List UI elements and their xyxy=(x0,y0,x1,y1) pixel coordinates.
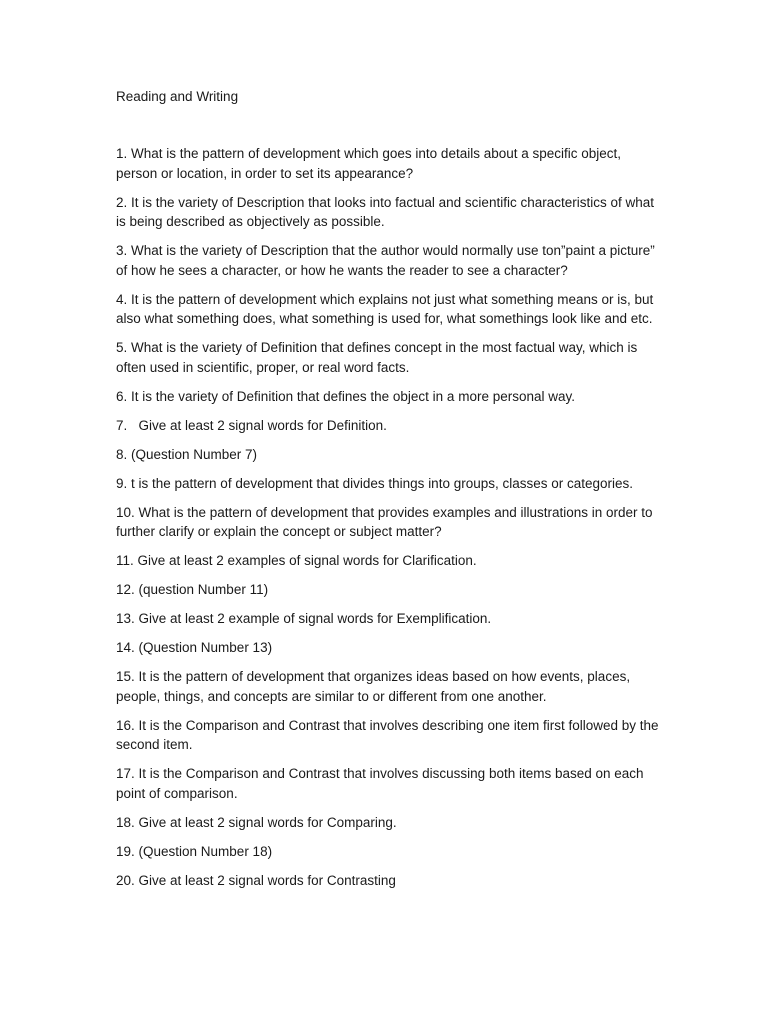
question-item: 18. Give at least 2 signal words for Comparing. xyxy=(116,814,397,830)
question-item: 8. (Question Number 7) xyxy=(116,446,258,462)
question-item: 4. It is the pattern of development which explains not just what something means or is, but also what something does, what something is used for, what somethings look like and etc. xyxy=(116,291,654,326)
question-item: 7. Give at least 2 signal words for Definition. xyxy=(116,417,387,433)
question-item: 5. What is the variety of Definition that defines concept in the most factual way, which is often used in scientific, proper, or real word facts. xyxy=(116,340,638,375)
question-item: 2. It is the variety of Description that looks into factual and scientific characteristics of what is being described as objectively as possible. xyxy=(116,194,654,229)
question-item: 19. (Question Number 18) xyxy=(116,843,273,859)
question-item: 17. It is the Comparison and Contrast that involves discussing both items based on each point of comparison. xyxy=(116,766,644,801)
question-item: 10. What is the pattern of development that provides examples and illustrations in order to further clarify or explain the concept or subject matter? xyxy=(116,504,653,539)
question-item: 9. t is the pattern of development that divides things into groups, classes or categories. xyxy=(116,475,634,491)
question-item: 11. Give at least 2 examples of signal words for Clarification. xyxy=(116,553,477,568)
question-item: 16. It is the Comparison and Contrast that involves describing one item first followed by the second item. xyxy=(116,717,659,752)
question-item: 6. It is the variety of Definition that defines the object in a more personal way. xyxy=(116,388,575,404)
document-title: Reading and Writing xyxy=(116,89,239,104)
question-list xyxy=(116,144,664,900)
question-item: 14. (Question Number 13) xyxy=(116,640,273,655)
question-item: 1. What is the pattern of development which goes into details about a specific object, person or location, in order to set its appearance? xyxy=(116,146,622,181)
question-item: 12. (question Number 11) xyxy=(116,582,269,597)
question-item: 13. Give at least 2 example of signal words for Exemplification. xyxy=(116,611,492,626)
question-item: 3. What is the variety of Description that the author would normally use ton”paint a picture” of how he sees a character, or how he wants the reader to see a character? xyxy=(116,243,655,278)
question-item: 20. Give at least 2 signal words for Contrasting xyxy=(116,872,396,888)
question-item: 15. It is the pattern of development that organizes ideas based on how events, places, people, things, and concepts are similar to or different from one another. xyxy=(116,669,631,704)
